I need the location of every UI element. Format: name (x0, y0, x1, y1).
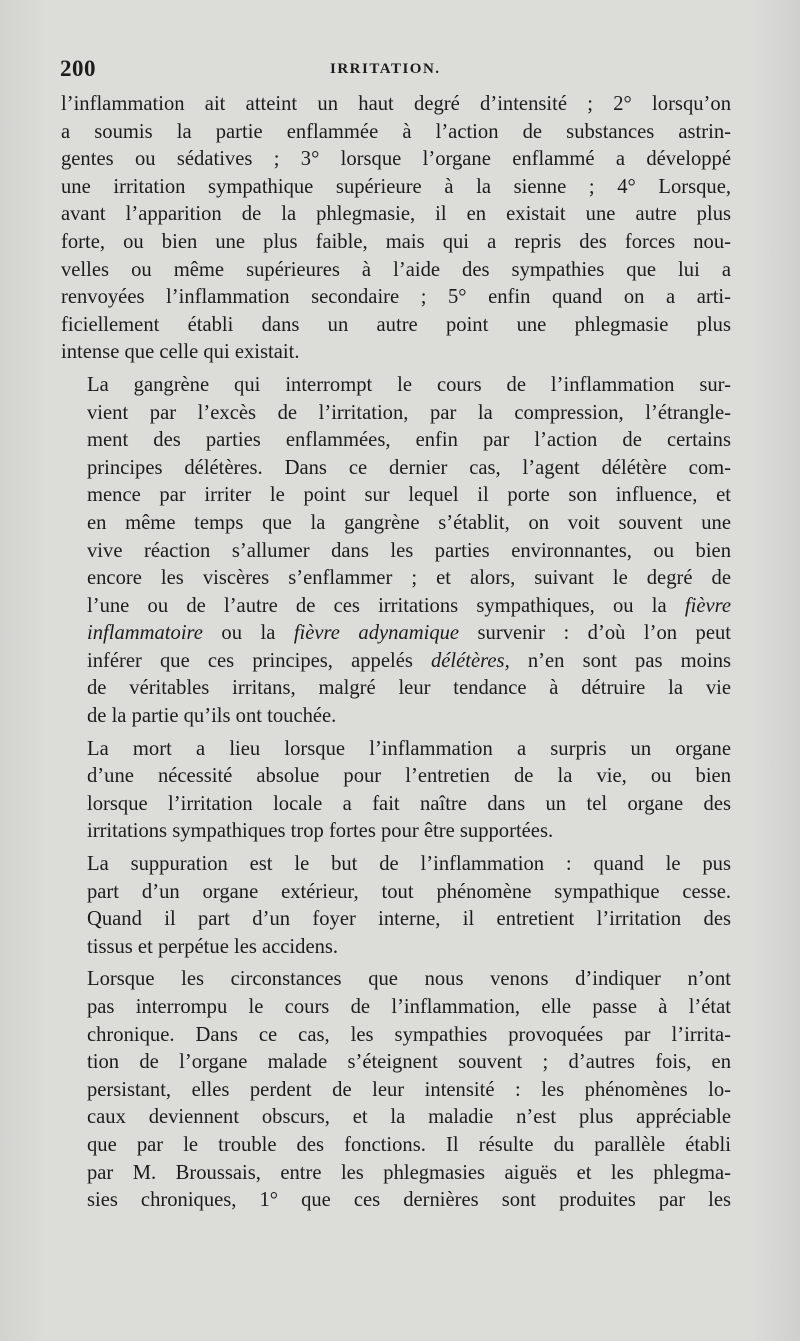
text-line: La suppuration est le but de l’inflammation : quand le pus (87, 853, 731, 876)
text-line: une irritation sympathique supérieure à la sienne ; 4° Lorsque, (61, 175, 731, 198)
text-line: de véritables irritans, malgré leur tendance à détruire la vie (87, 677, 731, 700)
text-line: l’inflammation ait atteint un haut degré d’intensité ; 2° lorsqu’on (61, 93, 731, 115)
text-line: avant l’apparition de la phlegmasie, il en existait une autre plus (61, 203, 731, 226)
text-line: inflammatoire ou la fièvre adynamique survenir : d’où l’on peut (87, 622, 732, 645)
text-line: de la partie qu’ils ont touchée. (87, 705, 337, 728)
text-line: irritations sympathiques trop fortes pour être supportées. (87, 820, 554, 843)
text-line: Lorsque les circonstances que nous venons d’indiquer n’ont (87, 968, 731, 991)
paragraph (61, 851, 731, 961)
text-line: d’une nécessité absolue pour l’entretien de la vie, ou bien (87, 765, 731, 788)
page-number: 200 (60, 56, 96, 81)
text-line: tion de l’organe malade s’éteignent souvent ; d’autres fois, en (87, 1051, 731, 1074)
text-line: sies chroniques, 1° que ces dernières sont produites par les (87, 1189, 731, 1212)
text-line: vive réaction s’allumer dans les parties environnantes, ou bien (87, 539, 731, 562)
text-line: ment des parties enflammées, enfin par l’action de certains (87, 429, 731, 452)
text-line: forte, ou bien une plus faible, mais qui a repris des forces nou- (61, 230, 731, 253)
text-line: La mort a lieu lorsque l’inflammation a surpris un organe (87, 737, 731, 760)
text-line: encore les viscères s’enflammer ; et alors, suivant le degré de (87, 567, 731, 590)
text-line: intense que celle qui existait. (61, 341, 300, 364)
page-header (60, 56, 732, 86)
text-line: tissus et perpétue les accidens. (87, 935, 339, 958)
text-line: l’une ou de l’autre de ces irritations sympathiques, ou la fièvre (87, 594, 731, 617)
paragraph (61, 372, 731, 731)
text-line: principes délétères. Dans ce dernier cas, l’agent délétère com- (87, 456, 731, 479)
text-line: Quand il part d’un foyer interne, il entretient l’irritation des (87, 908, 731, 931)
italic-term: délétères, (431, 649, 510, 672)
text-line: que par le trouble des fonctions. Il résulte du parallèle établi (87, 1133, 731, 1156)
text-line: par M. Broussais, entre les phlegmasies aiguës et les phlegma- (87, 1161, 731, 1184)
text-line: La gangrène qui interrompt le cours de l’inflammation sur- (87, 373, 731, 396)
text-line: pas interrompu le cours de l’inflammation, elle passe à l’état (87, 996, 731, 1018)
paragraph (61, 91, 731, 367)
text-line: en même temps que la gangrène s’établit, on voit souvent une (87, 511, 731, 534)
italic-term: fièvre adynamique (293, 622, 460, 645)
italic-term: inflammatoire (87, 622, 203, 645)
text-line: ficiellement établi dans un autre point une phlegmasie plus (61, 313, 731, 336)
text-line: persistant, elles perdent de leur intensité : les phénomènes lo- (87, 1078, 731, 1101)
text-line: caux deviennent obscurs, et la maladie n’est plus appréciable (87, 1106, 731, 1129)
text-line: lorsque l’irritation locale a fait naître dans un tel organe des (87, 792, 731, 815)
text-line: mence par irriter le point sur lequel il porte son influence, et (87, 484, 731, 507)
text-line: renvoyées l’inflammation secondaire ; 5° enfin quand on a arti- (61, 286, 731, 309)
body-text (61, 91, 731, 1215)
text-line: part d’un organe extérieur, tout phénomène sympathique cesse. (87, 880, 731, 903)
text-line: vient par l’excès de l’irritation, par la compression, l’étrangle- (87, 401, 731, 424)
paragraph (61, 736, 731, 846)
running-title: IRRITATION. (330, 61, 441, 77)
text-line: chronique. Dans ce cas, les sympathies provoquées par l’irrita- (87, 1023, 731, 1046)
paragraph (61, 966, 731, 1214)
text-line: velles ou même supérieures à l’aide des sympathies que lui a (61, 258, 731, 281)
text-line: gentes ou sédatives ; 3° lorsque l’organe enflammé a développé (61, 148, 731, 171)
italic-term: fièvre (684, 594, 731, 617)
text-line: inférer que ces principes, appelés délétères, n’en sont pas moins (87, 649, 731, 672)
text-line: a soumis la partie enflammée à l’action de substances astrin- (61, 120, 731, 143)
